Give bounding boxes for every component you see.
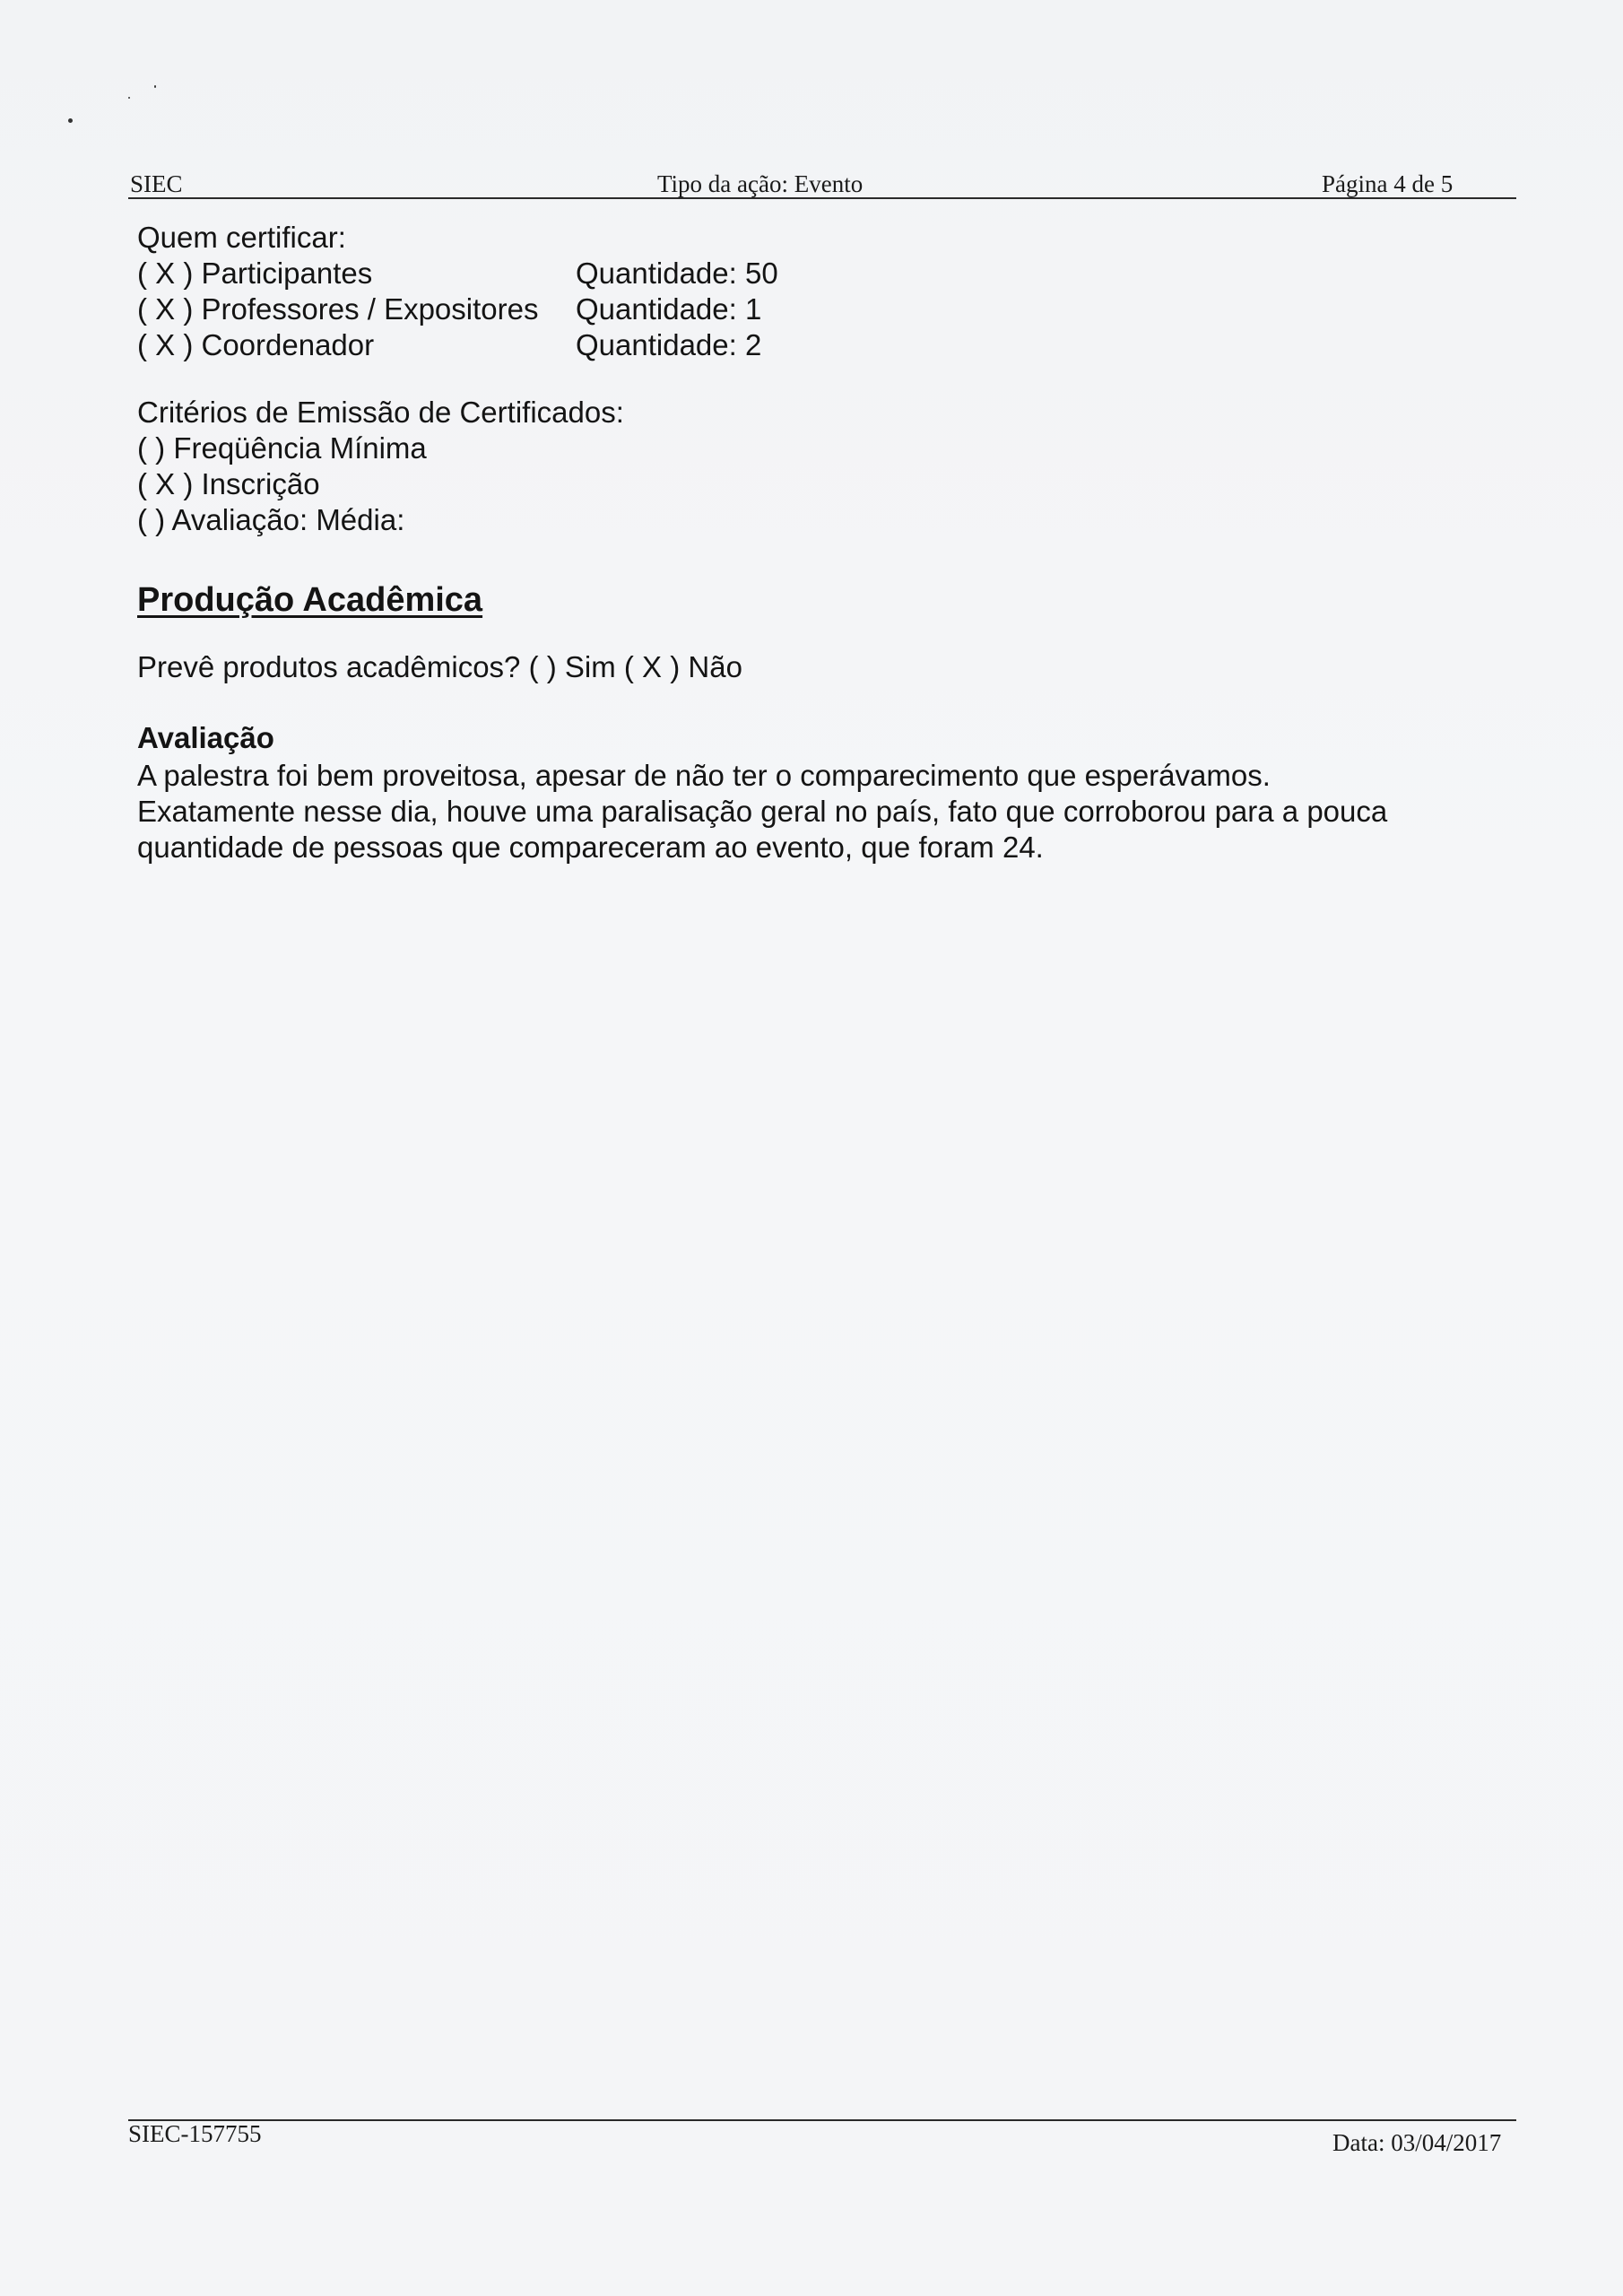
footer-divider [128,2119,1516,2121]
footer-document-id: SIEC-157755 [128,2120,262,2147]
header-system-name: SIEC [130,170,183,197]
evaluation-heading: Avaliação [137,721,274,754]
evaluation-line: A palestra foi bem proveitosa, apesar de não ter o comparecimento que esperávamos. [137,759,1271,792]
criteria-item: ( ) Avaliação: Média: [137,503,405,536]
header-action-type: Tipo da ação: Evento [657,170,864,197]
footer-date: Data: 03/04/2017 [1332,2129,1502,2156]
academic-question: Prevê produtos acadêmicos? ( ) Sim ( X ) Não [137,650,742,683]
certify-row-label: ( X ) Professores / Expositores [137,292,539,326]
scan-speck [68,118,73,123]
certify-row-quantity: Quantidade: 1 [576,292,762,326]
criteria-heading: Critérios de Emissão de Certificados: [137,396,624,429]
header-page-number: Página 4 de 5 [1322,170,1454,197]
certify-row-quantity: Quantidade: 50 [576,257,778,290]
criteria-item: ( ) Freqüência Mínima [137,431,427,465]
academic-production-title: Produção Acadêmica [137,581,483,619]
scan-speck [128,97,130,99]
evaluation-line: Exatamente nesse dia, houve uma paralisação geral no país, fato que corroborou para a pouca [137,795,1388,828]
evaluation-line: quantidade de pessoas que compareceram ao evento, que foram 24. [137,831,1044,864]
scan-speck [154,85,156,88]
certify-row-quantity: Quantidade: 2 [576,328,762,361]
header-divider [128,197,1516,199]
certify-row-label: ( X ) Participantes [137,257,373,290]
criteria-item: ( X ) Inscrição [137,467,320,500]
certify-row-label: ( X ) Coordenador [137,328,375,361]
certify-heading: Quem certificar: [137,221,346,254]
